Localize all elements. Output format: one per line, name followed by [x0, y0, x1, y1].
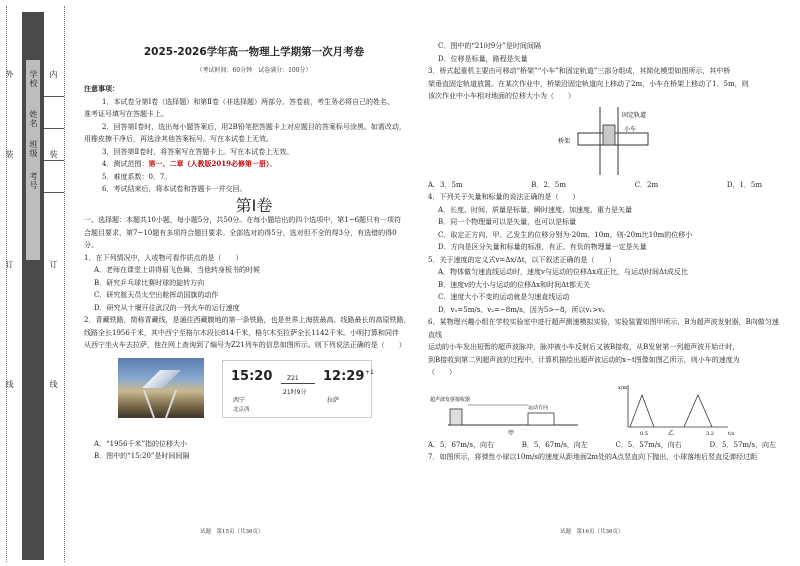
- outer-label-zhuang: 装: [5, 150, 14, 159]
- field-name: 姓名: [29, 110, 38, 128]
- section-instructions: 分。: [84, 241, 98, 249]
- x-axis-label: t/s: [728, 430, 735, 437]
- notice-line: 用橡皮擦干净后，再选涂其他答案标号。写在本试卷上无效。: [84, 135, 273, 143]
- from-station: 西宁: [233, 396, 246, 404]
- field-school: 学校: [29, 70, 38, 88]
- q2-option-c: C．图中的“21时9分”是时间间隔: [438, 42, 541, 50]
- fill-line: [44, 96, 64, 97]
- q3-option-c: C．2m: [634, 180, 659, 189]
- field-class: 班级: [29, 140, 38, 158]
- page-footer-right: 试题 第16页（共36页）: [560, 529, 624, 535]
- page-footer-left: 试题 第15页（共36页）: [200, 529, 264, 535]
- q3-option-a: A．3．5m: [428, 180, 463, 189]
- departure-time: 15:20: [231, 368, 273, 384]
- question-4: 4．下列关于矢量和标量的说法正确的是（ ）: [428, 193, 580, 201]
- question-2: 线路全长1956千米，其中西宁至格尔木段长814千米，格尔木至拉萨全长1142千米。小明打算和同伴: [84, 328, 399, 337]
- exam-subtitle: （考试时间：60分钟 试卷满分：100分）: [196, 66, 312, 74]
- tick-t1: 0.5: [640, 430, 648, 437]
- question-2: 从西宁坐火车去拉萨，他在网上查询到了编号为Z21列车的信息如图所示。则下列说法正确的是（ ）: [84, 341, 406, 349]
- y-axis-label: x/m: [618, 384, 628, 391]
- crane-cart-label: 小车: [624, 125, 637, 133]
- question-6: 6．某物理兴趣小组在学校实验室中进行超声测速模拟实验，实验装置如图甲所示，B为超声波发射器，B向做匀速直线: [428, 318, 779, 339]
- to-station: 拉萨: [327, 396, 340, 404]
- q1-option-d: D．研究从十堰开往武汉的一列火车的运行速度: [94, 303, 240, 312]
- question-2: 2．青藏铁路，简称青藏线，是通往西藏腹地的第一条铁路，也是世界上海拔最高、线路最长的高原铁路，: [84, 316, 411, 324]
- crane-diagram: [428, 105, 782, 177]
- notice-title: 注意事项：: [84, 85, 119, 93]
- inner-label-xian: 线: [49, 380, 58, 389]
- crane-figure: [428, 105, 782, 177]
- inner-label-nei: 内: [49, 70, 58, 79]
- q6-option-a: A．5．67m/s，向右: [428, 440, 495, 449]
- figure-yi-label: 乙: [668, 429, 675, 437]
- question-6: 运动的小车发出短暂的超声波脉冲，脉冲被小车反射后又被B接收，从B发射第一列超声波开始计时，: [428, 343, 740, 351]
- notice-line: 3．回答第Ⅱ卷时，将答案写在答题卡上。写在本试卷上无效。: [102, 147, 294, 156]
- q1-option-a: A．老师在课堂上讲得眉飞色舞，当他转身板书的时候: [94, 266, 261, 274]
- q2-option-b: B．图中的“15:20”是时间间隔: [94, 452, 190, 460]
- inner-label-zhuang: 装: [49, 150, 58, 159]
- q4-option-b: B．同一个物理量可以是矢量，也可以是标量: [438, 218, 577, 226]
- travel-duration: 21时9分: [283, 388, 307, 396]
- crane-bridge-label: 桥架: [558, 137, 571, 145]
- q5-option-b: B．速度v的大小与运动的位移Δx和时间Δt都无关: [438, 280, 590, 289]
- q1-option-b: B．研究乒乓球比赛时球的旋转方向: [94, 278, 205, 287]
- q2-option-a: A．“1956千米”指的位移大小: [94, 439, 188, 448]
- q6-options: [428, 439, 782, 452]
- scope-label: 4．测试范围：: [102, 160, 149, 168]
- q3-options: [428, 179, 782, 192]
- outer-dotted-line: [6, 6, 7, 562]
- q5-option-a: A．物体做匀速直线运动时，速度v与运动的位移Δx成正比，与运动时间Δt成反比: [438, 268, 688, 276]
- notice-end: 6．考试结束后，将本试卷和答题卡一并交回。: [102, 185, 247, 193]
- outer-label-ding: 订: [5, 260, 14, 269]
- q6-option-d: D．5．57m/s，向左: [709, 440, 776, 449]
- rail-right: [165, 390, 177, 418]
- q5-option-c: C．速度大小不变的运动就是匀速直线运动: [438, 293, 570, 301]
- figure-jia-label: 甲: [508, 429, 515, 437]
- q2-option-d: D．位移是标量，路程是矢量: [438, 54, 528, 63]
- crane-rail-label: 固定轨道: [622, 111, 647, 119]
- question-1: 1．在下列情况中，人或物可看作质点的是（ ）: [84, 253, 243, 262]
- binding-strip: [0, 0, 70, 566]
- q3-option-d: D．1．5m: [726, 180, 762, 189]
- q4-option-a: A．长度、时间、质量是标量，瞬时速度、加速度、重力是矢量: [438, 205, 633, 214]
- tick-t2: 3.2: [706, 430, 714, 437]
- motion-label: 运动方向: [528, 404, 549, 411]
- exam-title: 2025-2026学年高一物理上学期第一次月考卷: [143, 46, 365, 58]
- binding-bar-light: [26, 60, 40, 260]
- inner-dotted-line: [64, 6, 65, 562]
- notice-difficulty: 5．难度系数：0．7。: [102, 172, 172, 181]
- train-ticket: [222, 360, 372, 418]
- train-number: Z21: [287, 374, 299, 382]
- outer-label-xian: 线: [5, 380, 14, 389]
- fill-line: [44, 192, 64, 193]
- section-instructions: 合题目要求，第7~10题有多项符合题目要求。全部选对的得5分，选对但不全的得3分，有选错的得0: [84, 228, 397, 237]
- notice-line: 2．回答第Ⅰ卷时，选出每小题答案后，用2B铅笔把答题卡上对应题目的答案标号涂黑。如需改动，: [102, 122, 406, 131]
- notice-line: 准考证号填写在答题卡上。: [84, 110, 168, 118]
- ultrasonic-figure: [428, 381, 782, 437]
- fill-line: [44, 160, 64, 161]
- railway-photo: [118, 358, 204, 418]
- train-figure: [84, 356, 424, 436]
- left-column: [84, 40, 424, 463]
- arrival-time: 12:29: [323, 368, 365, 384]
- rail-left: [143, 390, 155, 418]
- question-3: 架垂直固定轨道放置。在某次作业中，桥架沿固定轨道向上移动了2m，小车在桥架上移动了1．5m，则: [428, 79, 749, 88]
- inner-label-ding: 订: [49, 260, 58, 269]
- emitter-label: 超声波发射接收器: [430, 396, 471, 403]
- right-column: [428, 40, 782, 464]
- q4-option-d: D．方向是区分矢量和标量的标准，有正、有负的物理量一定是矢量: [438, 243, 647, 251]
- q6-option-b: B．5．67m/s，向左: [521, 440, 588, 449]
- question-5: 5．关于速度的定义式v=Δx/Δt，以下叙述正确的是（ ）: [428, 255, 616, 264]
- origin-station: 北京西: [233, 406, 250, 413]
- question-3: 3．桥式起重机主要由可移动“桥架”“小车”和固定轨道”三部分组成，其简化模型如图所示，其中桥: [428, 67, 731, 75]
- q5-option-d: D．v₁=5m/s、v₂=−8m/s，因为5>−8，所以v₁>v₂: [438, 305, 605, 314]
- section-instructions: 一、选择题：本题共10小题，每小题5分，共50分。在每小题给出的四个选项中，第1~6题只有一项符: [84, 216, 402, 224]
- scope-value: 第一、二章（人教版2019必修第一册）: [148, 159, 270, 168]
- question-6: （ ）: [428, 368, 456, 376]
- notice-line: 1．本试卷分第Ⅰ卷（选择题）和第Ⅱ卷（非选择题）两部分。答卷前，考生务必将自己的姓名、: [102, 97, 394, 106]
- q3-option-b: B．2．5m: [531, 180, 566, 189]
- question-3: 该次作业中小车相对地面的位移大小为（ ）: [428, 92, 575, 100]
- notice-scope: [84, 158, 424, 171]
- q6-option-c: C．5．57m/s，向右: [615, 440, 682, 449]
- q1-option-c: C．研究航天员太空出舱挥动国旗的动作: [94, 291, 219, 299]
- field-number: 考号: [29, 172, 38, 190]
- scope-end: 。: [269, 160, 277, 168]
- mountain-shape: [118, 370, 204, 388]
- arrow-icon: [281, 383, 315, 384]
- next-day-mark: +1: [365, 368, 374, 376]
- ultrasonic-diagram: [428, 381, 782, 437]
- q4-option-c: C．取定正方向，甲、乙发生的位移分别为-20m、10m，则-20m比10m的位移小: [438, 230, 693, 239]
- question-6: 到B接收到第二列超声波的过程中，计算机描绘出超声波运动的x−t图像如图乙所示，则小车的速度为: [428, 355, 740, 364]
- fill-line: [44, 128, 64, 129]
- outer-label-wai: 外: [5, 70, 14, 79]
- section-heading: 第Ⅰ卷: [235, 195, 273, 215]
- question-7: 7．如图所示，将弹性小球以10m/s的速度从距地面2m处的A点竖直向下抛出，小球落地后竖直反弹经过距: [428, 453, 758, 461]
